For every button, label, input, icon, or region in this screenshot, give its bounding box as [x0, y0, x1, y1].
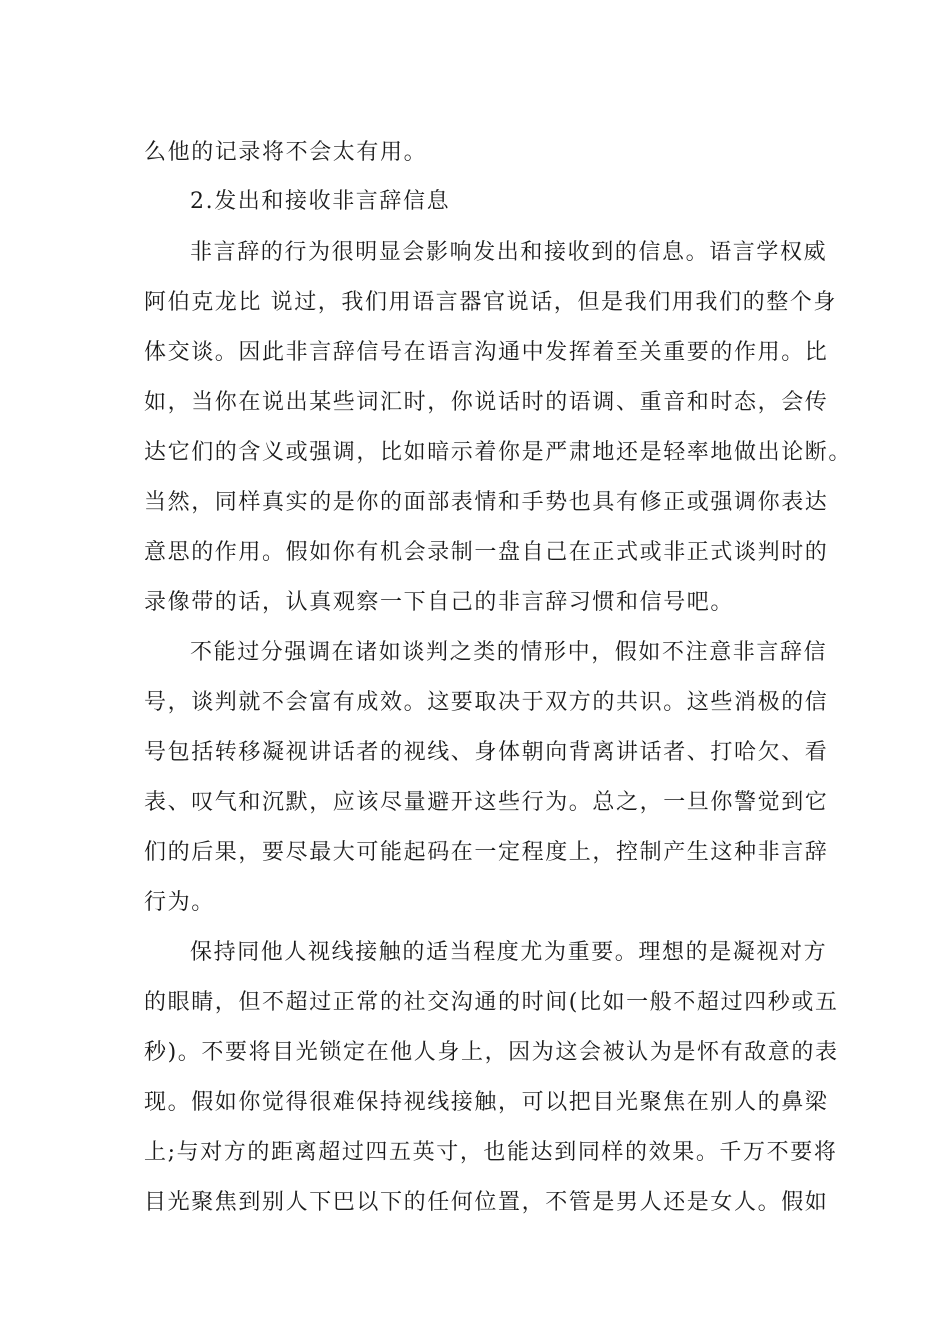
text-line: 号包括转移凝视讲话者的视线、身体朝向背离讲话者、打哈欠、看	[144, 740, 829, 765]
text-line: 目光聚焦到别人下巴以下的任何位置，不管是男人还是女人。假如	[144, 1190, 829, 1215]
text-line: 现。假如你觉得很难保持视线接触，可以把目光聚焦在别人的鼻梁	[144, 1090, 829, 1115]
text-line: 表、叹气和沉默，应该尽量避开这些行为。总之，一旦你警觉到它	[144, 790, 829, 815]
text-line: 秒)。不要将目光锁定在他人身上，因为这会被认为是怀有敌意的表	[144, 1040, 839, 1065]
text-line: 上;与对方的距离超过四五英寸，也能达到同样的效果。千万不要将	[144, 1140, 838, 1165]
text-line: 的眼睛，但不超过正常的社交沟通的时间(比如一般不超过四秒或五	[144, 990, 839, 1015]
text-line: 们的后果，要尽最大可能起码在一定程度上，控制产生这种非言辞	[144, 840, 829, 865]
text-line: 体交谈。因此非言辞信号在语言沟通中发挥着至关重要的作用。比	[144, 340, 829, 365]
text-line: 如，当你在说出某些词汇时，你说话时的语调、重音和时态，会传	[144, 390, 829, 415]
text-line: 么他的记录将不会太有用。	[144, 140, 428, 165]
text-line: 达它们的含义或强调，比如暗示着你是严肃地还是轻率地做出论断。	[144, 440, 853, 465]
section-heading: 2.发出和接收非言辞信息	[190, 189, 451, 214]
text-line: 非言辞的行为很明显会影响发出和接收到的信息。语言学权威	[190, 240, 828, 265]
text-line: 不能过分强调在诸如谈判之类的情形中，假如不注意非言辞信	[190, 640, 828, 665]
text-line: 意思的作用。假如你有机会录制一盘自己在正式或非正式谈判时的	[144, 540, 829, 565]
text-line: 录像带的话，认真观察一下自己的非言辞习惯和信号吧。	[144, 590, 735, 615]
text-line: 号，谈判就不会富有成效。这要取决于双方的共识。这些消极的信	[144, 690, 829, 715]
text-line: 行为。	[144, 890, 215, 915]
text-line: 当然，同样真实的是你的面部表情和手势也具有修正或强调你表达	[144, 490, 829, 515]
text-line: 保持同他人视线接触的适当程度尤为重要。理想的是凝视对方	[190, 940, 828, 965]
text-line: 阿伯克龙比 说过，我们用语言器官说话，但是我们用我们的整个身	[144, 290, 837, 315]
